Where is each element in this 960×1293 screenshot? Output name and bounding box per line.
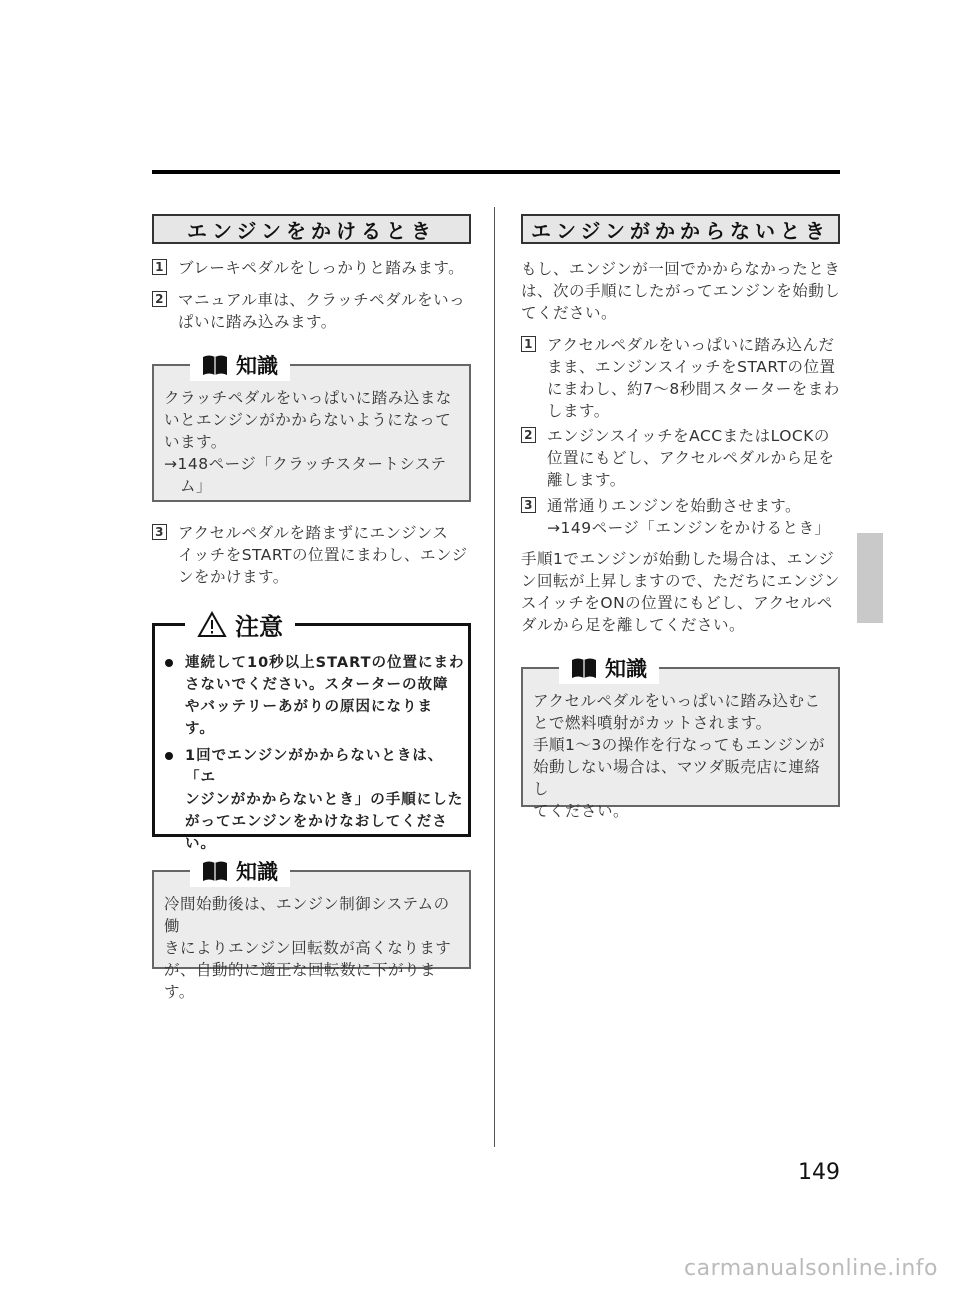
warning-icon: [197, 611, 227, 638]
knowledge-text: アクセルペダルをいっぱいに踏み込むこ とで燃料噴射がカットされます。 手順1〜3の操作を行なってもエンジンが 始動しない場合は、マツダ販売店に連絡し てください。: [533, 692, 825, 820]
caution-item-1: 連続して10秒以上STARTの位置にまわ さないでください。スターターの故障 やバッテリーあがりの原因になりま す。: [165, 652, 465, 740]
page-number: 149: [798, 1160, 840, 1185]
column-divider: [494, 207, 495, 1147]
right-heading: エンジンがかからないとき: [521, 214, 840, 244]
section-tab: [857, 533, 883, 623]
right-step-2: 2 エンジンスイッチをACCまたはLOCKの 位置にもどし、アクセルペダルから足を 離します。: [521, 425, 846, 491]
step-number: 2: [521, 427, 536, 443]
left-step-1: 1 ブレーキペダルをしっかりと踏みます。: [152, 257, 472, 279]
knowledge-text: 冷間始動後は、エンジン制御システムの働 きによりエンジン回転数が高くなります が、自動的に適正な回転数に下がります。: [164, 895, 452, 1001]
step-number: 1: [521, 336, 536, 352]
top-rule: [152, 170, 840, 174]
watermark: carmanualsonline.info: [684, 1256, 938, 1281]
knowledge-title: 知識: [190, 349, 290, 381]
knowledge-box-1: [152, 354, 471, 502]
knowledge-box-2: [152, 860, 471, 1001]
right-step-3: 3 通常通りエンジンを始動させます。 →149ページ「エンジンをかけるとき」: [521, 495, 846, 539]
bullet-icon: [165, 752, 173, 760]
step-number: 3: [152, 524, 167, 540]
right-after-text: 手順1でエンジンが始動した場合は、エンジ ン回転が上昇しますので、ただちにエンジン スイッチをONの位置にもどし、アクセルペ ダルから足を離してください。: [521, 550, 840, 634]
step-number: 3: [521, 497, 536, 513]
left-step-2: 2 マニュアル車は、クラッチペダルをいっ ぱいに踏み込みます。: [152, 289, 472, 333]
book-icon: [571, 657, 597, 679]
book-icon: [202, 354, 228, 376]
bullet-icon: [165, 659, 173, 667]
caution-item-2: 1回でエンジンがかからないときは、「エ ンジンがかからないとき」の手順にした がってエンジンをかけなおしてくださ い。: [165, 745, 465, 855]
caution-box: [152, 612, 471, 852]
knowledge-title: 知識: [190, 855, 290, 887]
book-icon: [202, 860, 228, 882]
knowledge-title: 知識: [559, 652, 659, 684]
step-number: 1: [152, 259, 167, 275]
step-number: 2: [152, 291, 167, 307]
knowledge-box-3: [521, 657, 840, 820]
left-heading: エンジンをかけるとき: [152, 214, 471, 244]
left-step-3: 3 アクセルペダルを踏まずにエンジンス イッチをSTARTの位置にまわし、エンジ ンをかけます。: [152, 522, 472, 588]
right-step-1: 1 アクセルペダルをいっぱいに踏み込んだ まま、エンジンスイッチをSTARTの位置 にまわし、約7〜8秒間スターターをまわ します。: [521, 334, 846, 422]
right-intro: もし、エンジンが一回でかからなかったとき は、次の手順にしたがってエンジンを始動し てください。: [521, 260, 841, 322]
caution-title: 注意: [185, 604, 295, 644]
knowledge-text: クラッチペダルをいっぱいに踏み込まな いとエンジンがかからないようになって います。 →148ページ「クラッチスタートシステ ム」: [164, 389, 452, 495]
